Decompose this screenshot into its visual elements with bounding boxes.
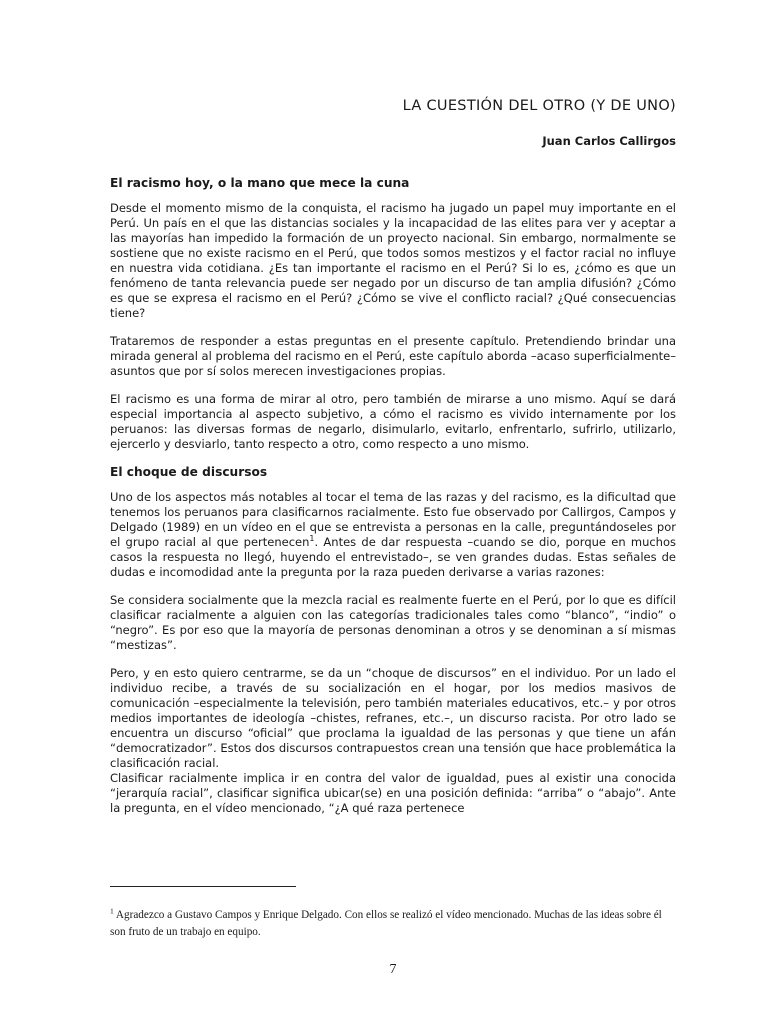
paragraph: Clasificar racialmente implica ir en contra del valor de igualdad, pues al existir una conocida “jerarquía racial”, clasificar significa ubicar(se) en una posición definida: “arriba” o “abajo”. Ante la pregunta, en el vídeo mencionado, “¿A qué raza pertenece: [110, 771, 676, 815]
footnote-text: Agradezco a Gustavo Campos y Enrique Delgado. Con ellos se realizó el vídeo mencionado. Muchas de las ideas sobre él son fruto de un trabajo en equipo.: [110, 909, 662, 938]
paragraph-text: . Antes de dar respuesta –cuando se dio, porque en muchos casos la respuesta no llegó, huyendo el entrevistado–, se ven grandes dudas. Estas señales de dudas e incomodidad ante la pregunta por la raza pueden derivarse a varias razones:: [110, 535, 676, 579]
paragraph: El racismo es una forma de mirar al otro, pero también de mirarse a uno mismo. Aquí se dará especial importancia al aspecto subjetivo, a cómo el racismo es vivido internamente por los peruanos: las diversas formas de negarlo, disimularlo, evitarlo, enfrentarlo, sufrirlo, utilizarlo, ejercerlo y desviarlo, tanto respecto a otro, como respecto a uno mismo.: [110, 392, 676, 451]
footnote: [110, 907, 676, 941]
paragraph: Desde el momento mismo de la conquista, el racismo ha jugado un papel muy importante en el Perú. Un país en el que las distancias sociales y la incapacidad de las elites para ver y aceptar a las mayorías han impedido la formación de un proyecto nacional. Sin embargo, normalmente se sostiene que no existe racismo en el Perú, que todos somos mestizos y el factor racial no influye en nuestra vida cotidiana. ¿Es tan importante el racismo en el Perú? Si lo es, ¿cómo es que un fenómeno de tanta relevancia puede ser negado por un discurso de tan amplia difusión? ¿Cómo es que se expresa el racismo en el Perú? ¿Cómo se vive el conflicto racial? ¿Qué consecuencias tiene?: [110, 201, 676, 320]
paragraph-text: Uno de los aspectos más notables al tocar el tema de las razas y del racismo, es la dificultad que tenemos los peruanos para clasificarnos racialmente. Esto fue observado por Callirgos, Campos y Delgado (1989) en un vídeo en el que se entrevista a personas en la calle, preguntándoseles por el grupo racial al que pertenecen: [110, 490, 676, 549]
paragraph: Trataremos de responder a estas preguntas en el presente capítulo. Pretendiendo brindar una mirada general al problema del racismo en el Perú, este capítulo aborda –acaso superficialmente– asuntos que por sí solos merecen investigaciones propias.: [110, 334, 676, 378]
section-heading-racismo-hoy: El racismo hoy, o la mano que mece la cuna: [110, 176, 410, 190]
section-heading-choque-discursos: El choque de discursos: [110, 465, 268, 479]
paragraph: Pero, y en esto quiero centrarme, se da un “choque de discursos” en el individuo. Por un lado el individuo recibe, a través de su socialización en el hogar, por los medios masivos de comunicación –especialmente la televisión, pero también materiales educativos, etc.– y por otros medios importantes de ideología –chistes, refranes, etc.–, un discurso racista. Por otro lado se encuentra un discurso “oficial” que proclama la igualdad de las personas y que tiene un afán “democratizador”. Estos dos discursos contrapuestos crean una tensión que hace problemática la clasificación racial.: [110, 666, 676, 770]
footnote-divider: [110, 886, 296, 887]
footnote-reference[interactable]: 1: [309, 534, 315, 544]
paragraph: Se considera socialmente que la mezcla racial es realmente fuerte en el Perú, por lo que es difícil clasificar racialmente a alguien con las categorías tradicionales tales como “blanco”, “indio” o “negro”. Es por eso que la mayoría de personas denominan a otros y se denominan a sí mismas “mestizas”.: [110, 593, 676, 652]
chapter-title: LA CUESTIÓN DEL OTRO (Y DE UNO): [402, 98, 676, 114]
author-name: Juan Carlos Callirgos: [542, 134, 676, 148]
page-number: 7: [389, 962, 397, 977]
footnote-mark: 1: [110, 906, 114, 916]
paragraph: [110, 490, 676, 580]
page-body: [110, 98, 676, 816]
